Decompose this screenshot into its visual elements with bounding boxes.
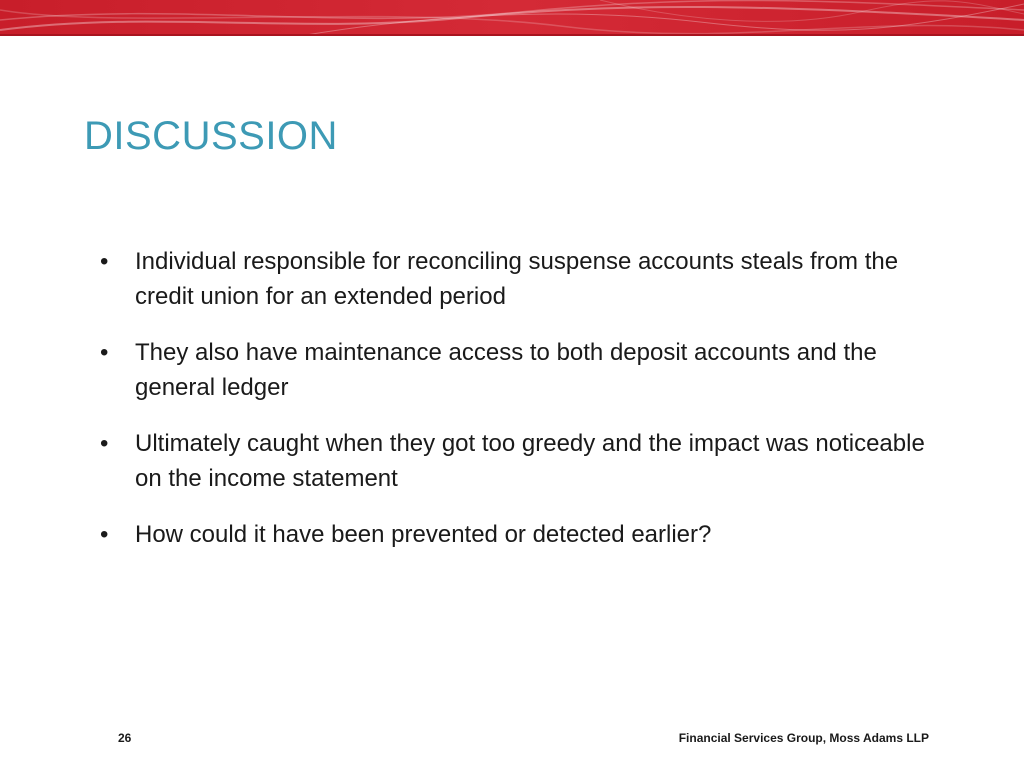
banner-wave-graphic bbox=[0, 0, 1024, 36]
bullet-list bbox=[100, 244, 930, 573]
bullet-marker: • bbox=[100, 339, 109, 366]
page-number: 26 bbox=[118, 731, 132, 745]
bullet-text: They also have maintenance access to both deposit accounts and the general ledger bbox=[135, 339, 877, 401]
bullet-item bbox=[100, 517, 930, 552]
bullet-marker: • bbox=[100, 248, 109, 275]
bullet-text: How could it have been prevented or detected earlier? bbox=[135, 521, 712, 548]
slide-title: DISCUSSION bbox=[84, 114, 338, 158]
top-banner-decoration bbox=[0, 0, 1024, 36]
bullet-item bbox=[100, 426, 930, 496]
bullet-text: Ultimately caught when they got too greedy and the impact was noticeable on the income statement bbox=[135, 430, 925, 492]
bullet-item bbox=[100, 335, 930, 405]
bullet-item bbox=[100, 244, 930, 314]
bullet-text: Individual responsible for reconciling suspense accounts steals from the credit union for an extended period bbox=[135, 248, 899, 310]
bullet-marker: • bbox=[100, 521, 109, 548]
footer-organization: Financial Services Group, Moss Adams LLP bbox=[678, 731, 929, 745]
bullet-marker: • bbox=[100, 430, 109, 457]
